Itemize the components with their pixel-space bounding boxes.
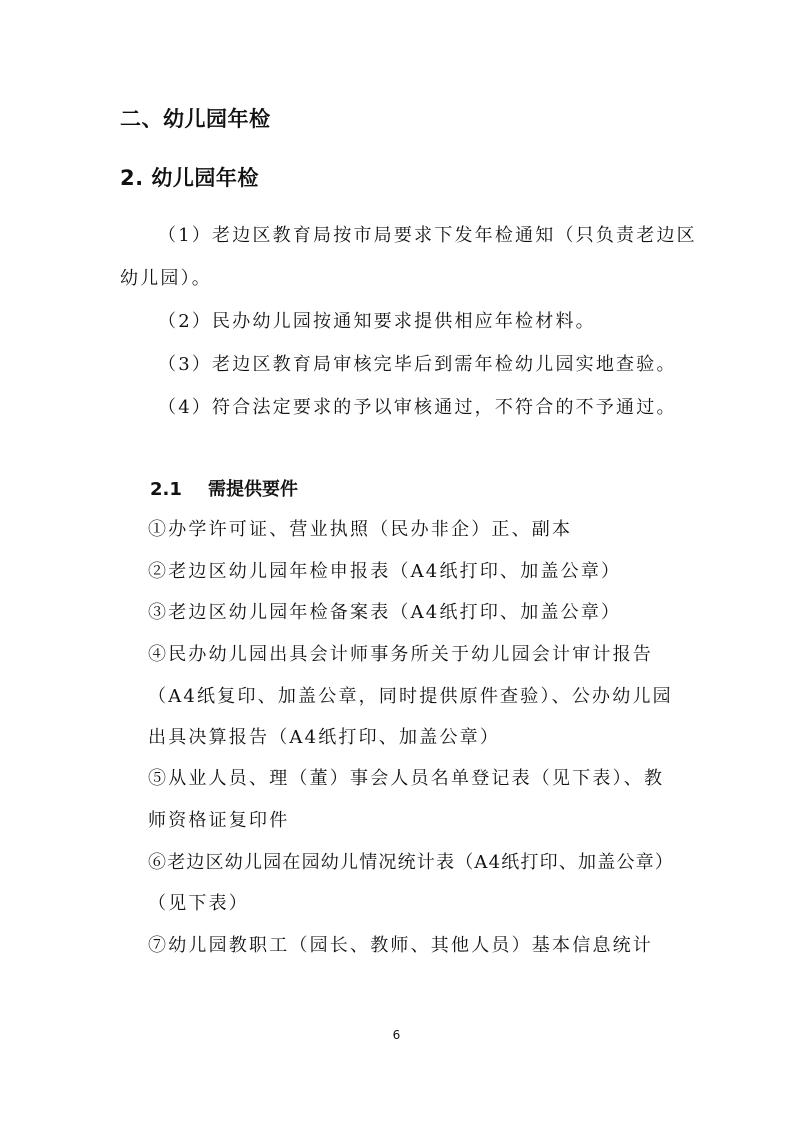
requirement-line: 出具决算报告（A4纸打印、加盖公章）: [148, 727, 501, 748]
step-4: （4）符合法定要求的予以审核通过，不符合的不予通过。: [158, 397, 677, 418]
requirement-line: ③老边区幼儿园年检备案表（A4纸打印、加盖公章）: [148, 602, 622, 623]
requirements-title: 需提供要件: [208, 479, 298, 500]
page-number: 6: [392, 1028, 401, 1042]
requirement-line: ⑤从业人员、理（董）事会人员名单登记表（见下表）、教: [148, 768, 665, 789]
step-3: （3）老边区教育局审核完毕后到需年检幼儿园实地查验。: [158, 354, 677, 375]
requirement-line: ④民办幼儿园出具会计师事务所关于幼儿园会计审计报告: [148, 644, 653, 665]
step-1-line-2: 幼儿园）。: [120, 268, 212, 289]
requirement-line: ①办学许可证、营业执照（民办非企）正、副本: [148, 519, 573, 540]
requirement-line: （A4纸复印、加盖公章，同时提供原件查验）、公办幼儿园: [148, 686, 673, 707]
step-2: （2）民办幼儿园按通知要求提供相应年检材料。: [158, 311, 596, 332]
section-subtitle: 2. 幼儿园年检: [120, 166, 259, 190]
requirement-line: 师资格证复印件: [148, 810, 290, 831]
section-title: 二、幼儿园年检: [120, 107, 271, 131]
step-1-line-1: （1）老边区教育局按市局要求下发年检通知（只负责老边区: [158, 225, 697, 246]
requirement-line: ⑥老边区幼儿园在园幼儿情况统计表（A4纸打印、加盖公章）: [148, 852, 675, 873]
requirements-heading: [150, 475, 298, 501]
requirement-line: ②老边区幼儿园年检申报表（A4纸打印、加盖公章）: [148, 561, 622, 582]
requirement-line: ⑦幼儿园教职工（园长、教师、其他人员）基本信息统计: [148, 935, 653, 956]
requirements-number: 2.1: [150, 479, 182, 500]
requirement-line: （见下表）: [148, 893, 249, 914]
